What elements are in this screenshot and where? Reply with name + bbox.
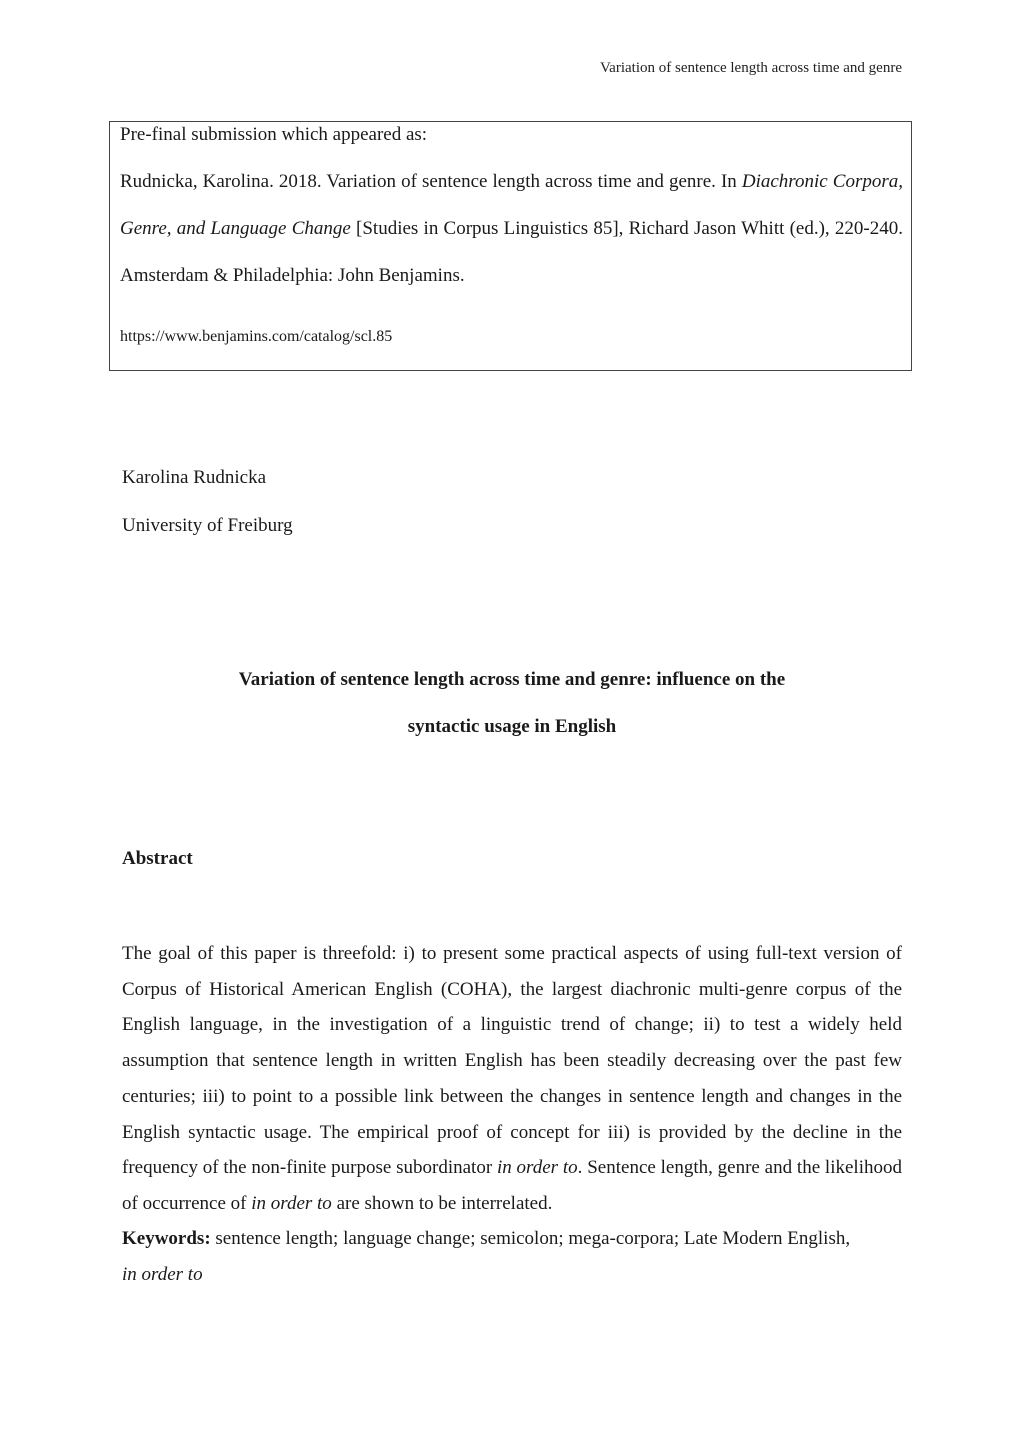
keywords (122, 1221, 902, 1292)
abstract-italic-term: in order to (251, 1192, 332, 1214)
keywords-italic-term: in order to (122, 1263, 203, 1285)
citation-url-link[interactable]: https://www.benjamins.com/catalog/scl.85 (120, 328, 393, 345)
citation-ref-text: Rudnicka, Karolina. 2018. Variation of sentence length across time and genre. In (120, 171, 742, 192)
citation-lead: Pre-final submission which appeared as: (120, 124, 428, 145)
abstract-heading: Abstract (122, 848, 193, 869)
paper-title (122, 656, 902, 750)
author-name: Karolina Rudnicka (122, 467, 267, 488)
abstract-text-part: . Sentence length, genre and the likelihood of occurrence of (122, 1157, 902, 1214)
running-header: Variation of sentence length across time and genre (600, 60, 902, 76)
paper-title-line-1: Variation of sentence length across time and genre: influence on the (238, 669, 786, 690)
abstract-italic-term: in order to (496, 1157, 578, 1179)
keywords-list: sentence length; language change; semicolon; mega-corpora; Late Modern English, (210, 1228, 851, 1249)
citation-book-title: Diachronic Corpora, Genre, and Language Change (120, 171, 903, 239)
abstract-body (122, 936, 902, 1222)
citation-reference (120, 158, 903, 299)
keywords-label: Keywords: (122, 1228, 211, 1249)
paper-title-line-2: syntactic usage in English (407, 716, 617, 737)
citation-box (109, 121, 912, 371)
citation-ref-details: [Studies in Corpus Linguistics 85], Richard Jason Whitt (ed.), 220-240. Amsterdam & Philadelphia: John Benjamins. (120, 218, 903, 286)
author-affiliation: University of Freiburg (122, 515, 293, 536)
abstract-text-part: The goal of this paper is threefold: i) to present some practical aspects of using full-text version of Corpus of Historical American English (COHA), the largest diachronic multi-genre corpus of the English language, in the investigation of a linguistic trend of change; ii) to test a widely held assumption that sentence length in written English has been steadily decreasing over the past few centuries; iii) to point to a possible link between the changes in sentence length and changes in the English syntactic usage. The empirical proof of concept for iii) is provided by the decline in the frequency of the non-finite purpose subordinator (122, 943, 902, 1179)
abstract-text-part: are shown to be interrelated. (331, 1192, 553, 1214)
